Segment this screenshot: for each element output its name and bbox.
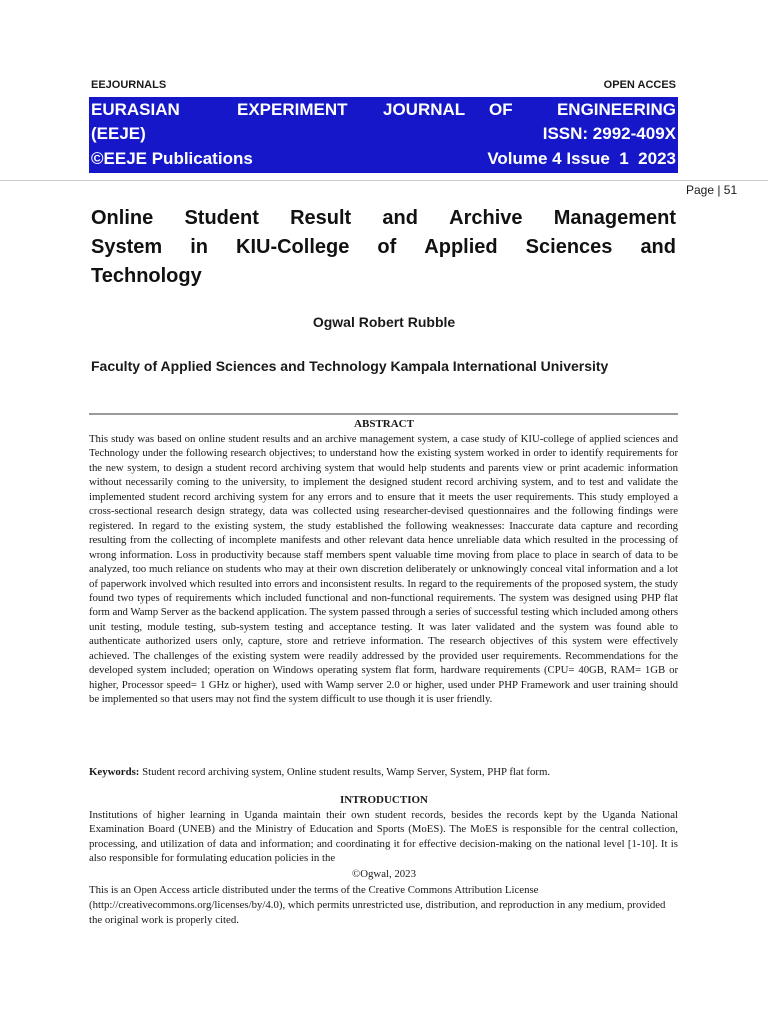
author-affiliation: Faculty of Applied Sciences and Technology Kampala International University xyxy=(91,358,609,374)
title-word: KIU-College xyxy=(236,236,350,258)
banner-word: ENGINEERING xyxy=(556,100,676,119)
page-number: Page | 51 xyxy=(686,183,738,197)
banner-word: OF xyxy=(489,100,513,119)
title-line: Technology xyxy=(91,265,202,287)
abstract-heading: ABSTRACT xyxy=(354,418,414,430)
journal-banner xyxy=(89,97,678,173)
abstract-text: This study was based on online student results and an archive management system, a case study of KIU-college of applied sciences and Technology under the following research objectives; to understand how the existing system worked in order to identify requirements for the new system, to design a student record archiving system that would help students and parents view or print academic information without necessarily coming to the university, to implement the designed student record archiving system, and to test and validate the implemented student record archiving system for any errors and to ensure that it meets the user requirements. This study employed a cross-sectional research design strategy, data was collected using researcher-devised questionnaires and the following findings were registered. In regard to the existing system, the study established the following weaknesses: Inaccurate data capture and recording resulting from the collecting of incomplete manifests and other relevant data hence unreliable data which resulted in the processing of wrong information. Loss in productivity because staff members spent valuable time moving from place to place in search of data to be analyzed, too much reliance on students who may at their own discretion deliberately or unknowingly conceal vital information and a lot of paperwork involved which resulted into errors and inconsistent results. In regard to the requirements of the proposed system, the study found two types of requirements which included functional and non-functional requirements. The system was designed using PHP flat form and Wamp Server as the backend application. The system passed through a series of successful testing which included among others unit testing, module testing, sub-system testing and acceptance testing. It was later validated and the system was found able to authenticate authorized users only, capture, store and retrieve information. The research objectives of this system were effectively achieved. The challenges of the existing system were readily addressed by the provided user requirements. Recommendations for the developed system included; operation on Windows operating system flat form, hardware requirements (CPU= 40GB, RAM= 1GB or higher, Processor speed= 1 GHz or higher), used with Wamp server 2.0 or higher, used under PHP Framework and user training should be implemented so that users may not find the system difficult to use though it is user friendly. xyxy=(89,433,678,706)
volume-issue: Volume 4 Issue 1 2023 xyxy=(487,149,676,168)
title-word: and xyxy=(382,207,418,229)
banner-word: EURASIAN xyxy=(91,100,180,119)
introduction-text: Institutions of higher learning in Uganda maintain their own student records, besides the records kept by the Uganda National Examination Board (UNEB) and the Ministry of Education and Sports (MoES). The MoES is responsible for the central collection, processing, and utilization of data and information; and coordinating it for effective decision-making on the national level [1-10]. It is also responsible for formulating education policies in the xyxy=(89,809,678,865)
author-name: Ogwal Robert Rubble xyxy=(312,314,456,330)
title-word: System xyxy=(91,236,163,258)
title-line xyxy=(91,233,676,262)
banner-word: EXPERIMENT xyxy=(237,100,348,119)
copyright-notice: ©Ogwal, 2023 xyxy=(352,868,416,880)
title-word: Sciences xyxy=(525,236,613,258)
header-divider xyxy=(0,180,768,181)
journal-top-labels xyxy=(91,79,676,95)
license-text: This is an Open Access article distributed under the terms of the Creative Commons Attribution License (http://creativecommons.org/licenses/by/4.0), which permits unrestricted use, distribution, and reproduction in any medium, provided the original work is properly cited. xyxy=(89,884,666,926)
introduction-heading: INTRODUCTION xyxy=(339,794,428,806)
article-title xyxy=(91,204,676,291)
title-word: Applied xyxy=(424,236,498,258)
title-word: in xyxy=(190,236,208,258)
title-word: Online xyxy=(91,207,154,229)
banner-journal-name xyxy=(91,98,676,122)
banner-word: JOURNAL xyxy=(383,100,466,119)
keywords-label: Keywords: xyxy=(89,766,140,778)
publisher: ©EEJE Publications xyxy=(91,149,253,168)
title-word: Management xyxy=(553,207,676,229)
keywords-line xyxy=(89,766,678,778)
section-divider xyxy=(89,413,678,415)
title-line xyxy=(91,204,676,233)
keywords-list: Student record archiving system, Online student results, Wamp Server, System, PHP flat form. xyxy=(139,766,551,778)
journal-short-name: EEJOURNALS xyxy=(91,79,167,91)
title-word: of xyxy=(377,236,397,258)
title-word: Archive xyxy=(449,207,523,229)
title-word: and xyxy=(640,236,676,258)
title-word: Student xyxy=(184,207,259,229)
open-access-label: OPEN ACCES xyxy=(603,79,676,91)
journal-abbreviation: (EEJE) xyxy=(91,124,146,143)
title-word: Result xyxy=(290,207,352,229)
issn: ISSN: 2992-409X xyxy=(542,124,676,143)
